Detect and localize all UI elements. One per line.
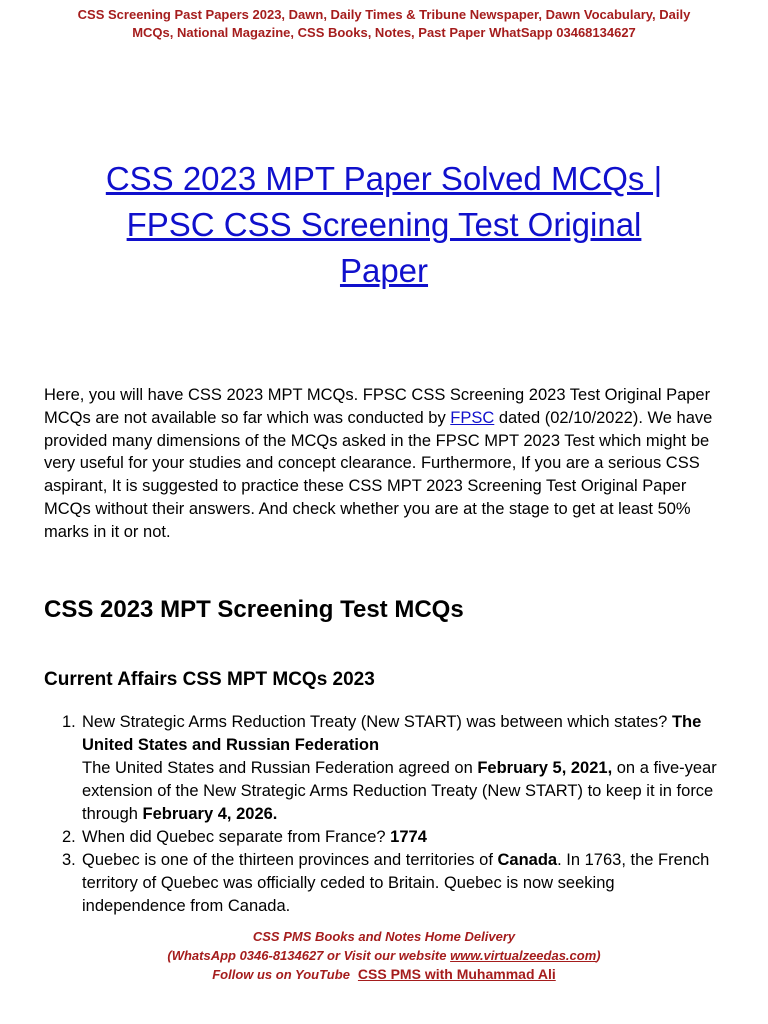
footer-line-3 (30, 965, 738, 985)
fpsc-link[interactable]: FPSC (450, 408, 495, 427)
footer-whatsapp-text: (WhatsApp 0346-8134627 or Visit our website (167, 947, 451, 963)
title-line-2: FPSC CSS Screening Test Original (126, 206, 642, 243)
mcq-question: New Strategic Arms Reduction Treaty (New START) was between which states? (82, 713, 672, 731)
footer (30, 928, 738, 985)
mcq-number: 1. (62, 713, 76, 731)
mcq-answer: 1774 (390, 828, 427, 846)
header-banner-line-2: MCQs, National Magazine, CSS Books, Notes, Past Paper WhatSapp 03468134627 (132, 25, 636, 40)
mcq-item-1 (62, 711, 722, 826)
mcq-explanation: . In 1763, the French territory of Quebec was officially ceded to Britain. Quebec is now seeking independence from Canada. (82, 851, 710, 915)
footer-paren-close: ) (596, 947, 601, 963)
title-line-3: Paper (339, 252, 429, 289)
website-link[interactable]: www.virtualzeedas.com (450, 947, 597, 963)
page-title-link[interactable] (106, 160, 662, 289)
title-line-1: CSS 2023 MPT Paper Solved MCQs | (105, 160, 663, 197)
mcq-explanation-date-1: February 5, 2021, (477, 759, 613, 777)
mcq-item-2 (62, 826, 722, 849)
intro-text-1: Here, you will have CSS 2023 MPT MCQs. FPSC CSS Screening 2023 Test Original Paper MCQs are not available so far which was conducted by (44, 386, 711, 427)
mcq-number: 3. (62, 851, 76, 869)
mcq-question: Quebec is one of the thirteen provinces and territories of (82, 851, 498, 869)
section-heading: CSS 2023 MPT Screening Test MCQs (44, 596, 464, 623)
footer-line-2 (30, 947, 738, 966)
mcq-list (62, 711, 722, 918)
mcq-answer: Canada (497, 851, 558, 869)
mcq-explanation-cont: on a five-year extension of the New Strategic Arms Reduction Treaty (New START) to keep it in force through (82, 759, 717, 823)
mcq-number: 2. (62, 828, 76, 846)
intro-text-2: dated (02/10/2022). We have provided many dimensions of the MCQs asked in the FPSC MPT 2023 Test which might be very useful for your studies and concept clearance. Furthermore, If you are a serious CSS aspirant, It is suggested to practice these CSS MPT 2023 Screening Test Original Paper MCQs without their answers. And check whether you are at the stage to get at least 50% marks in it or not. (44, 408, 713, 541)
mcq-explanation-date-2: February 4, 2026. (142, 805, 278, 823)
youtube-link[interactable]: CSS PMS with Muhammad Ali (357, 966, 556, 982)
intro-paragraph (44, 384, 734, 544)
section-subheading: Current Affairs CSS MPT MCQs 2023 (44, 669, 375, 690)
page-title (40, 156, 728, 294)
mcq-answer: The United States and Russian Federation (82, 713, 702, 754)
header-banner (30, 6, 738, 42)
mcq-item-3 (62, 849, 722, 918)
youtube-label: Follow us on YouTube (212, 967, 350, 982)
mcq-explanation: The United States and Russian Federation agreed on (82, 759, 478, 777)
footer-line-1: CSS PMS Books and Notes Home Delivery (252, 929, 516, 944)
header-banner-line-1: CSS Screening Past Papers 2023, Dawn, Daily Times & Tribune Newspaper, Dawn Vocabulary, Daily (77, 7, 691, 22)
mcq-question: When did Quebec separate from France? (82, 828, 391, 846)
